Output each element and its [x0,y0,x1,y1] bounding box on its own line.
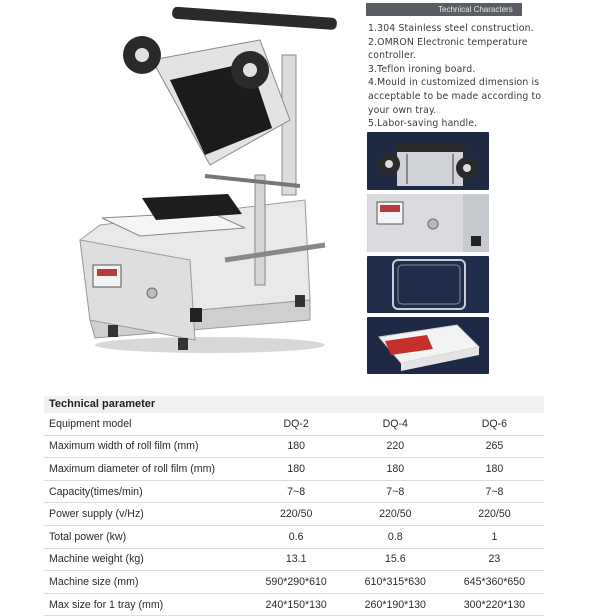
controller-detail-photo [367,194,489,252]
row-value: 180 [247,458,346,481]
tech-line: 4.Mould in customized dimension is [368,77,540,89]
technical-characters-list [368,22,548,131]
header-col: DQ-2 [247,413,346,435]
tech-line: 5.Labor-saving handle. [368,118,478,130]
row-label: Max size for 1 tray (mm) [44,593,247,616]
row-label: Capacity(times/min) [44,480,247,503]
table-row [44,480,544,503]
header-label: Equipment model [44,413,247,435]
technical-characters-header: Technical Characters [366,3,522,16]
row-label: Maximum diameter of roll film (mm) [44,458,247,481]
handle-detail-photo [367,132,489,190]
tech-line: 3.Teflon ironing board. [368,63,476,75]
row-value: 300*220*130 [445,593,544,616]
row-value: 0.8 [346,525,445,548]
row-label: Total power (kw) [44,525,247,548]
header-col: DQ-4 [346,413,445,435]
row-value: 1 [445,525,544,548]
table-row [44,593,544,616]
sealed-tray-photo [367,317,489,374]
row-value: 220/50 [346,503,445,526]
row-value: 180 [247,435,346,458]
row-value: 15.6 [346,548,445,571]
row-value: 265 [445,435,544,458]
row-value: 7~8 [445,480,544,503]
header-col: DQ-6 [445,413,544,435]
row-value: 7~8 [247,480,346,503]
tech-line: 1.304 Stainless steel construction. [368,23,534,34]
table-title: Technical parameter [44,396,544,413]
row-value: 23 [445,548,544,571]
row-value: 220 [346,435,445,458]
technical-parameter-table [44,396,544,616]
table-row [44,435,544,458]
row-value: 220/50 [445,503,544,526]
row-label: Machine weight (kg) [44,548,247,571]
row-value: 220/50 [247,503,346,526]
tech-line: controller. [368,50,417,62]
table-row [44,548,544,571]
row-label: Machine size (mm) [44,571,247,594]
mould-detail-photo [367,256,489,313]
row-value: 0.6 [247,525,346,548]
row-value: 240*150*130 [247,593,346,616]
row-value: 180 [445,458,544,481]
tech-line: 2.OMRON Electronic temperature [368,36,528,48]
tech-line: your own tray. [368,104,437,116]
table-row [44,503,544,526]
row-value: 7~8 [346,480,445,503]
row-value: 260*190*130 [346,593,445,616]
table-row [44,458,544,481]
row-value: 645*360*650 [445,571,544,594]
row-label: Maximum width of roll film (mm) [44,435,247,458]
table-row [44,525,544,548]
row-value: 610*315*630 [346,571,445,594]
row-value: 590*290*610 [247,571,346,594]
tech-line: acceptable to be made according to [368,90,542,102]
row-label: Power supply (v/Hz) [44,503,247,526]
row-value: 13.1 [247,548,346,571]
table-header-row [44,413,544,435]
row-value: 180 [346,458,445,481]
tray-sealer-machine-photo [60,0,360,360]
table-row [44,571,544,594]
